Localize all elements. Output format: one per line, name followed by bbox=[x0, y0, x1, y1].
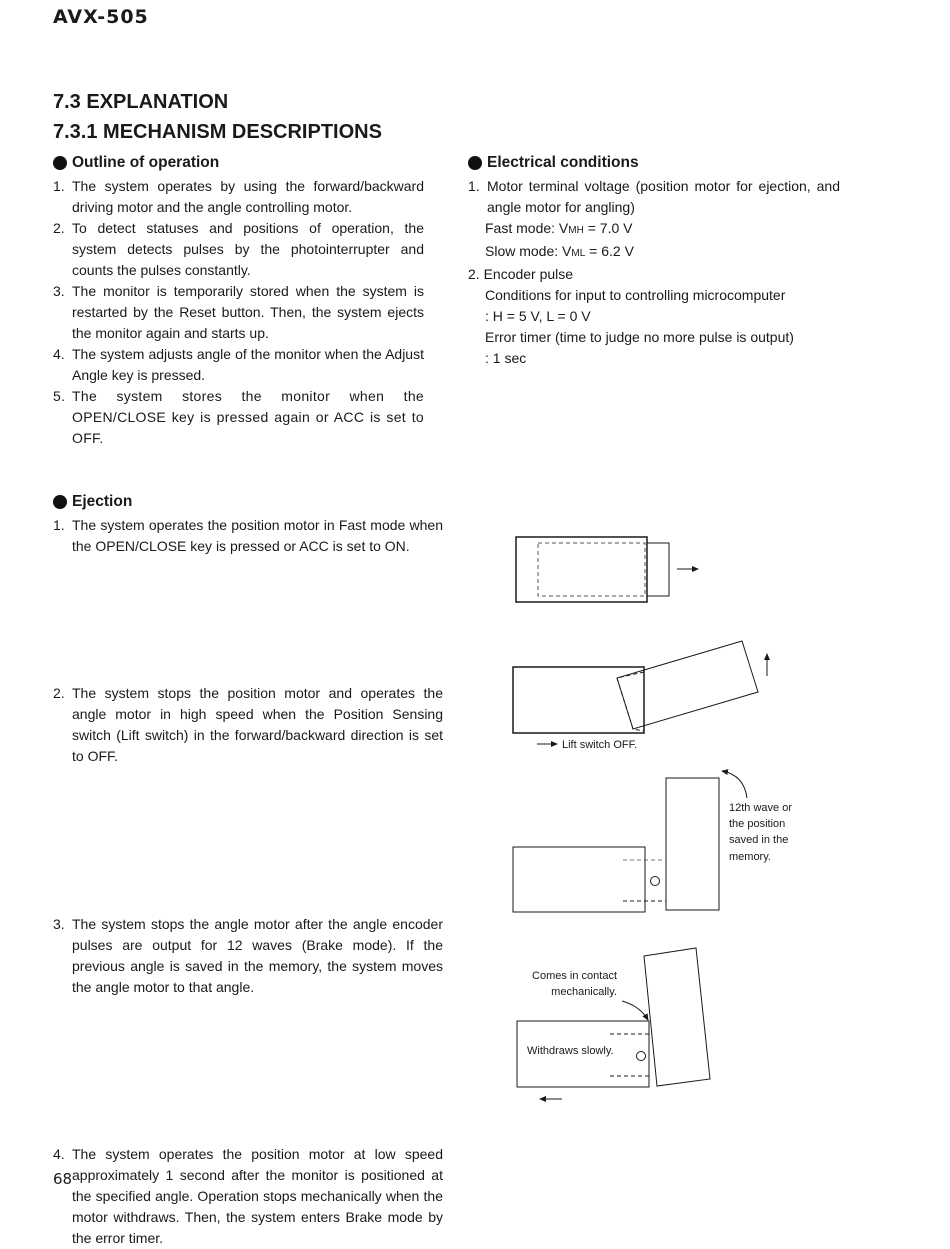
item-number: 5. bbox=[53, 388, 66, 404]
contact-note-line: mechanically. bbox=[551, 986, 617, 998]
ejection-step-4: 4. The system operates the position motor at low speed approximately 1 second after the monitor is positioned at the specified angle. Operation stops mechanically when the motor withdraws. Then, the system enters Brake mode by the error timer. bbox=[53, 1146, 443, 1246]
slow-mode-voltage: Slow mode: VML = 6.2 V bbox=[485, 243, 634, 259]
error-timer-text: Error timer (time to judge no more pulse is output) bbox=[485, 329, 794, 345]
wave-note-line: memory. bbox=[729, 851, 771, 863]
item-text: The system stores the monitor when the OPEN/CLOSE key is pressed again or ACC is set to OFF. bbox=[72, 388, 424, 446]
item-number: 1. bbox=[468, 178, 480, 194]
conditions-text: Conditions for input to controlling microcomputer bbox=[485, 287, 786, 303]
ejection-step-3: 3. The system stops the angle motor after the angle encoder pulses are output for 12 waves (Brake mode). If the previous angle is saved in the memory, the system moves the angle motor to that angle. bbox=[53, 916, 443, 995]
fast-mode-voltage: Fast mode: VMH = 7.0 V bbox=[485, 220, 633, 236]
item-text: To detect statuses and positions of operation, the system detects pulses by the photointerrupter and counts the pulses constantly. bbox=[72, 220, 424, 278]
figure-brake-mode bbox=[513, 771, 792, 912]
item-number: 1. bbox=[53, 178, 65, 194]
item-number: 2. bbox=[53, 220, 65, 236]
lift-switch-label: Lift switch OFF. bbox=[562, 739, 638, 751]
item-number: 3. bbox=[53, 283, 65, 299]
contact-note-line: Comes in contact bbox=[532, 970, 617, 982]
item-text: Motor terminal voltage (position motor for ejection, and angle motor for angling) bbox=[487, 178, 840, 215]
ejection-heading-text: Ejection bbox=[72, 493, 133, 510]
wave-note-line: 12th wave or bbox=[729, 802, 792, 814]
figure-lift-switch bbox=[513, 641, 767, 751]
section-title: 7.3 EXPLANATION bbox=[53, 91, 229, 113]
wave-note-line: the position bbox=[729, 818, 786, 830]
wave-note-line: saved in the bbox=[729, 834, 789, 846]
section-subtitle: 7.3.1 MECHANISM DESCRIPTIONS bbox=[53, 121, 382, 143]
electrical-heading-text: Electrical conditions bbox=[487, 154, 639, 171]
model-name: AVX-505 bbox=[53, 6, 149, 28]
withdraw-note: Withdraws slowly. bbox=[527, 1045, 614, 1057]
item-text: The system adjusts angle of the monitor when the Adjust Angle key is pressed. bbox=[72, 346, 424, 383]
item-text: The monitor is temporarily stored when the system is restarted by the Reset button. Then, the system ejects the monitor again and starts up. bbox=[72, 283, 424, 341]
outline-heading-text: Outline of operation bbox=[72, 154, 220, 171]
error-timer-value: : 1 sec bbox=[485, 350, 527, 366]
item-text: The system operates by using the forward/backward driving motor and the angle controlling motor. bbox=[72, 178, 424, 215]
ejection-step-1: 1. The system operates the position motor in Fast mode when the OPEN/CLOSE key is pressed or ACC is set to ON. bbox=[53, 517, 443, 554]
ejection-step-2: 2. The system stops the position motor and operates the angle motor in high speed when the Position Sensing switch (Lift switch) in the forward/backward direction is set to OFF. bbox=[53, 685, 443, 764]
figure-eject-fast bbox=[516, 537, 698, 602]
figure-withdraw bbox=[517, 948, 710, 1099]
page-number: 68 bbox=[53, 1170, 73, 1188]
hl-levels: : H = 5 V, L = 0 V bbox=[485, 308, 591, 324]
item-number: 4. bbox=[53, 346, 65, 362]
encoder-pulse-item: 2. Encoder pulse bbox=[468, 266, 574, 282]
